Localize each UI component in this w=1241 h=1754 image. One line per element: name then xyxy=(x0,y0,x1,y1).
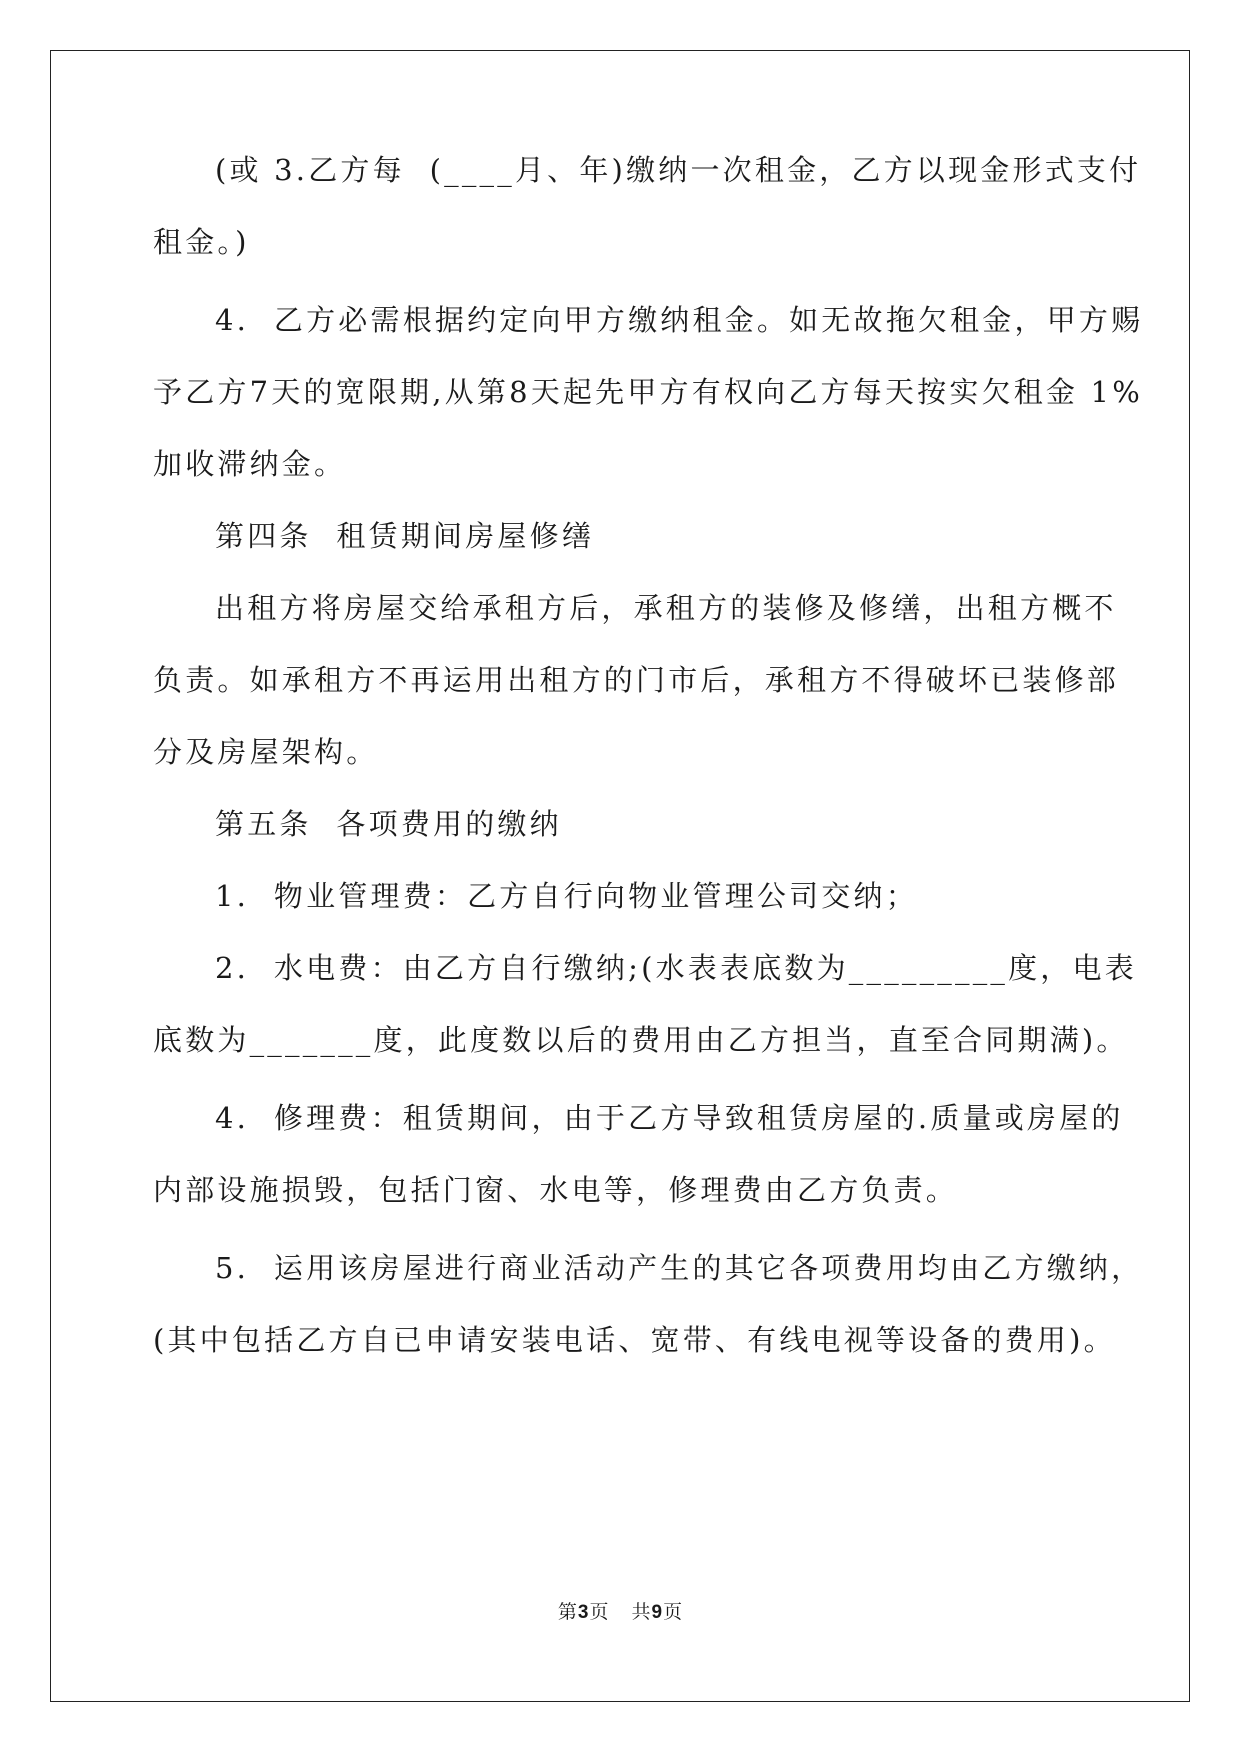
paragraph-line: 出租方将房屋交给承租方后，承租方的装修及修缮，出租方概不 xyxy=(215,591,1117,625)
paragraph-line: 加收滞纳金。 xyxy=(153,447,347,481)
page-footer xyxy=(0,1600,1241,1625)
total-suffix: 页 xyxy=(663,1601,684,1623)
paragraph-line: 1. 物业管理费：乙方自行向物业管理公司交纳； xyxy=(215,879,918,913)
paragraph-line: (其中包括乙方自已申请安装电话、宽带、有线电视等设备的费用)。 xyxy=(153,1323,1116,1357)
page-current: 3 xyxy=(577,1602,590,1623)
paragraph-line: 4. 乙方必需根据约定向甲方缴纳租金。如无故拖欠租金，甲方赐 xyxy=(215,303,1144,337)
page-total: 9 xyxy=(651,1602,664,1623)
paragraph-line: 租金。) xyxy=(153,225,250,259)
paragraph-line: 4. 修理费：租赁期间，由于乙方导致租赁房屋的.质量或房屋的 xyxy=(215,1101,1124,1135)
paragraph-line: 予乙方7天的宽限期,从第8天起先甲方有权向乙方每天按实欠租金 1% xyxy=(153,375,1143,409)
paragraph-line: 内部设施损毁，包括门窗、水电等，修理费由乙方负责。 xyxy=(153,1173,959,1207)
section-heading: 第四条 租赁期间房屋修缮 xyxy=(215,519,595,553)
page-prefix: 第 xyxy=(557,1601,578,1623)
paragraph-line: 分及房屋架构。 xyxy=(153,735,379,769)
page-suffix: 页 xyxy=(589,1601,610,1623)
paragraph-line: 底数为_______度，此度数以后的费用由乙方担当，直至合同期满)。 xyxy=(153,1023,1129,1057)
paragraph-line: (或 3.乙方每 (____月、年)缴纳一次租金，乙方以现金形式支付 xyxy=(215,153,1142,187)
paragraph-line: 负责。如承租方不再运用出租方的门市后，承租方不得破坏已装修部 xyxy=(153,663,1120,697)
total-prefix: 共 xyxy=(631,1601,652,1623)
section-heading: 第五条 各项费用的缴纳 xyxy=(215,807,562,841)
paragraph-line: 2. 水电费：由乙方自行缴纳;(水表表底数为_________度，电表 xyxy=(215,951,1137,985)
paragraph-line: 5. 运用该房屋进行商业活动产生的其它各项费用均由乙方缴纳， xyxy=(215,1251,1144,1285)
